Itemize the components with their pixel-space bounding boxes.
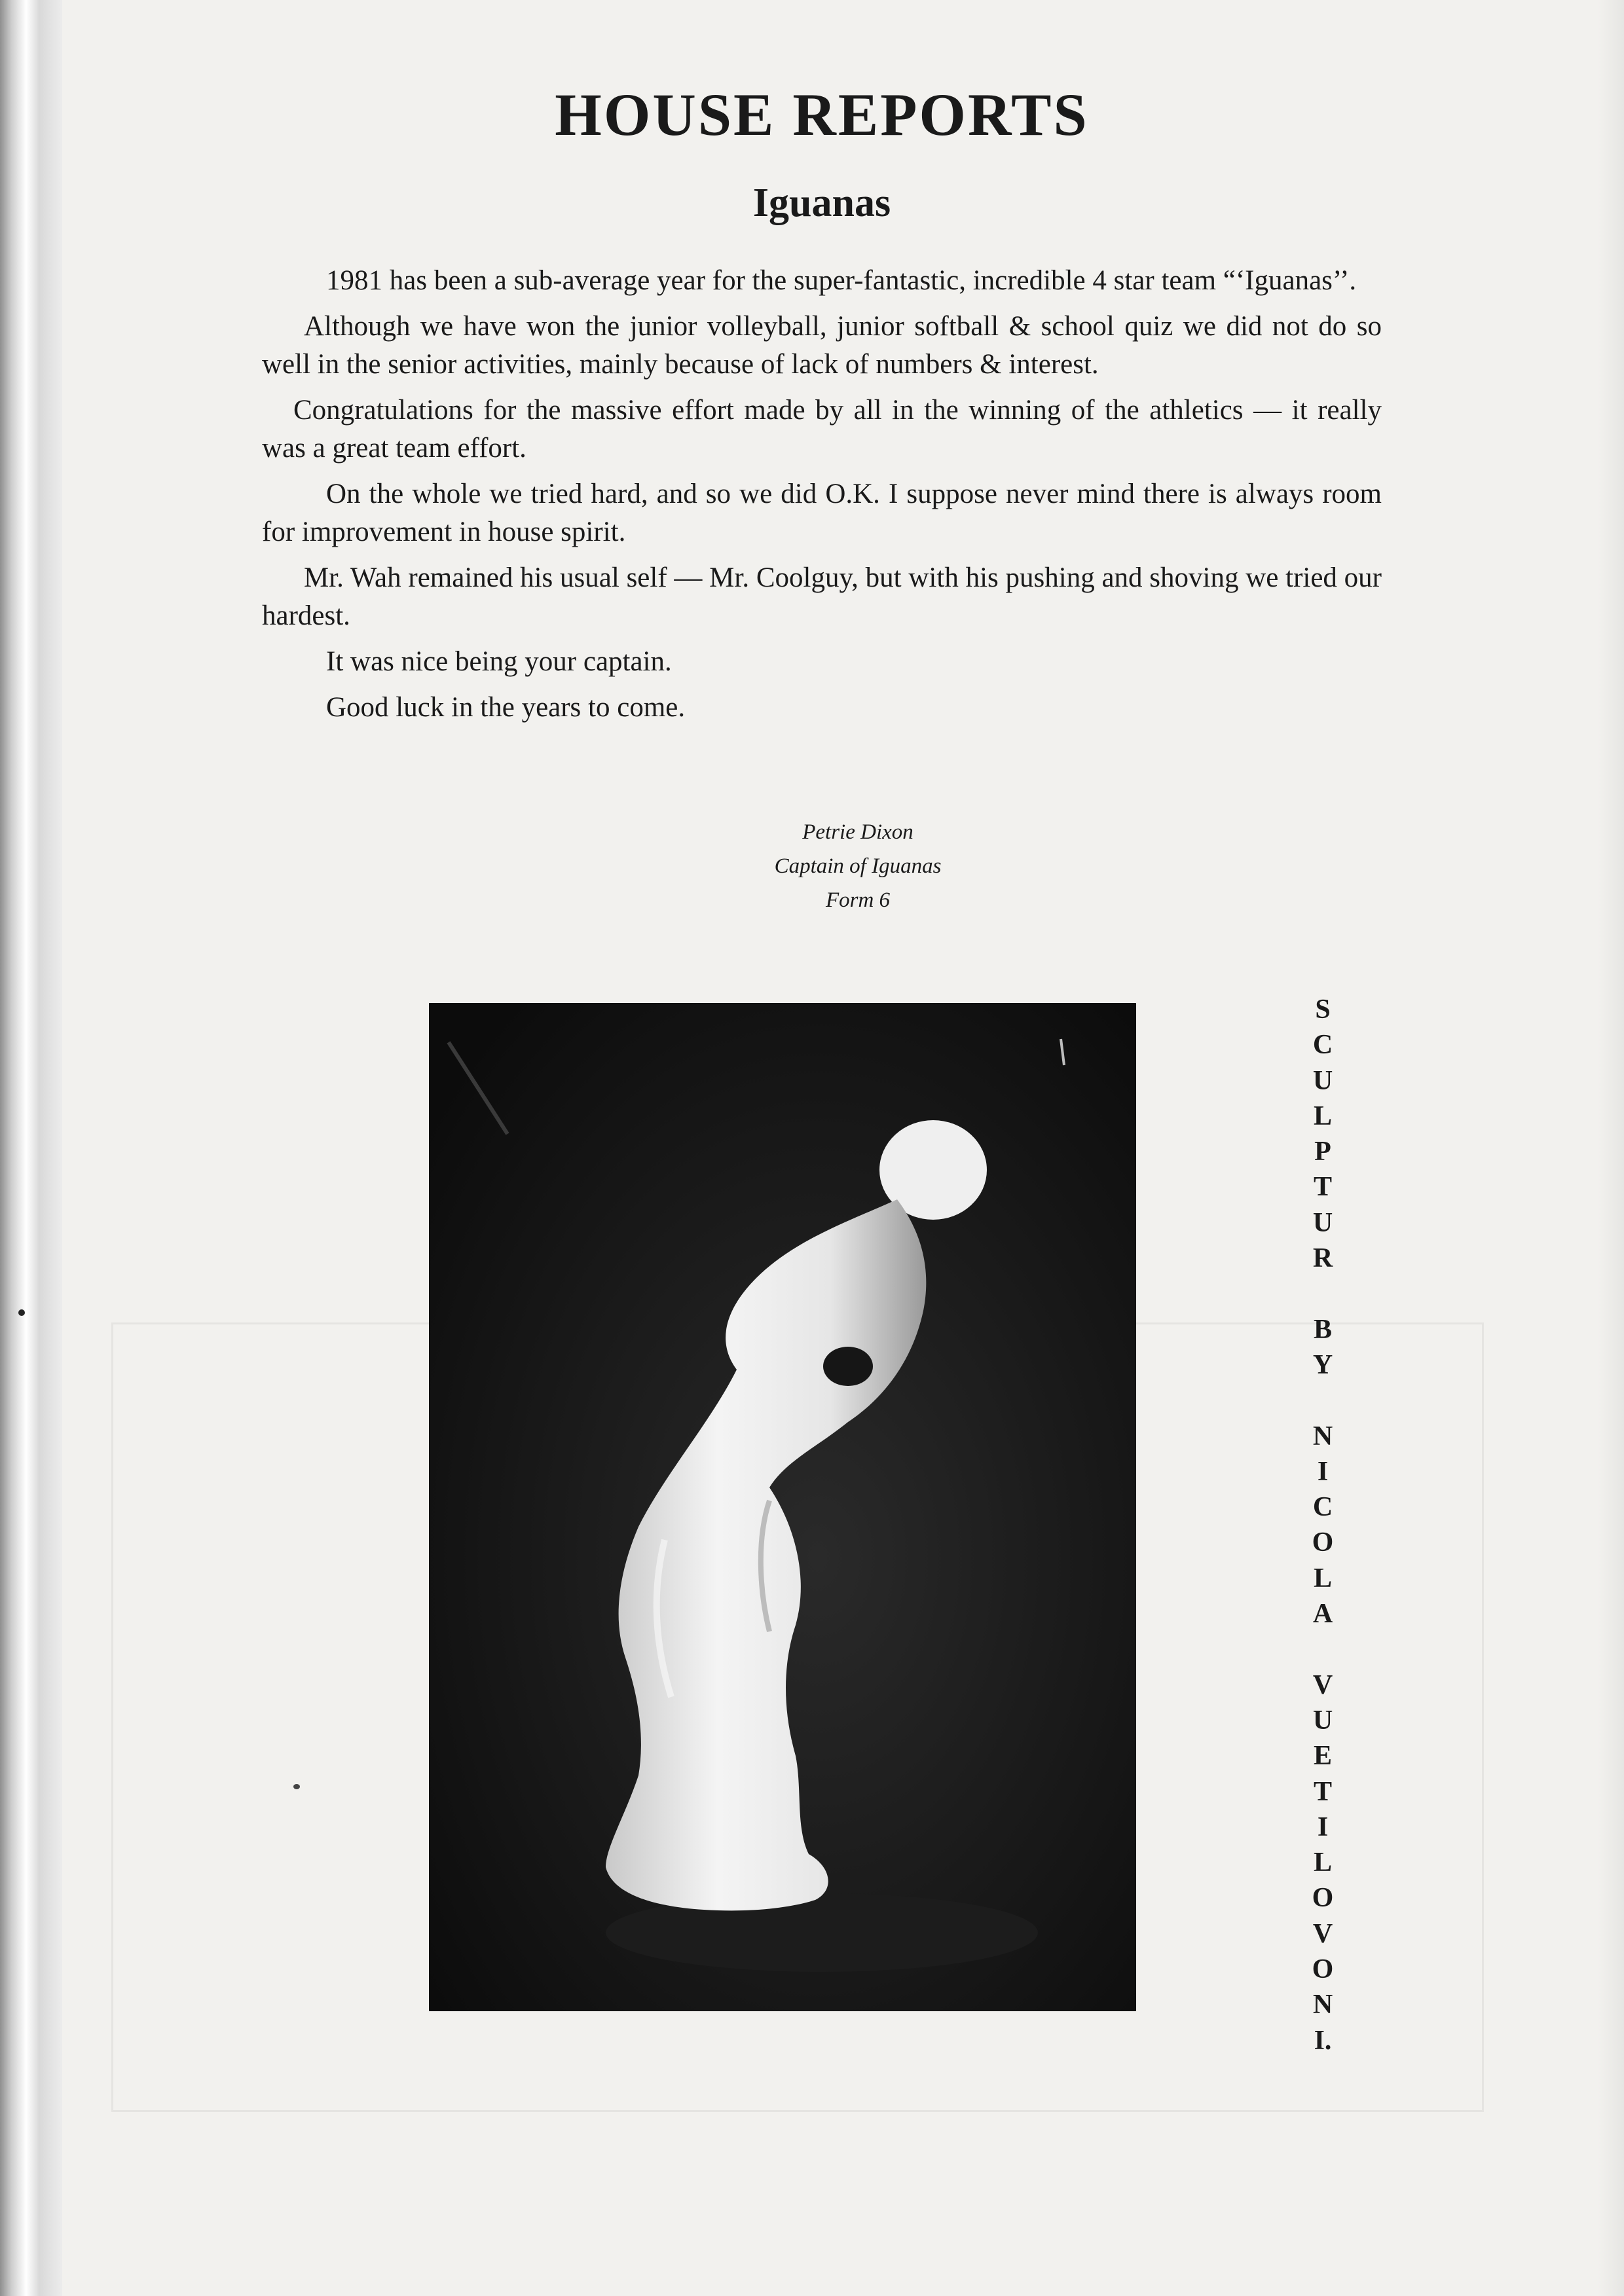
- signature-block: [694, 815, 1022, 917]
- caption-letter: V: [1312, 1918, 1333, 1949]
- caption-gap: [1300, 1631, 1346, 1667]
- caption-gap: [1300, 1276, 1346, 1311]
- report-paragraph: Good luck in the years to come.: [326, 692, 686, 723]
- caption-letter: A: [1312, 1599, 1333, 1630]
- report-paragraph: 1981 has been a sub-average year for the super-fantastic, incredible 4 star team “‘Iguanas’’.: [326, 265, 1357, 296]
- report-body: [262, 262, 1382, 735]
- report-paragraph: Congratulations for the massive effort made by all in the winning of the athletics — it really was a great team effort.: [262, 395, 1382, 464]
- caption-letter: L: [1313, 1563, 1332, 1594]
- sculpture-hollow: [823, 1347, 873, 1386]
- page-title: HOUSE REPORTS: [555, 81, 1089, 148]
- caption-letter: L: [1313, 1848, 1332, 1878]
- sculpture-image: [429, 1003, 1136, 2011]
- vertical-photo-caption: [1300, 992, 1346, 2058]
- report-paragraph: Although we have won the junior volleyball, junior softball & school quiz we did not do so well in the senior activities, mainly because of lack of numbers & interest.: [262, 311, 1382, 380]
- signature-form: Form 6: [825, 888, 891, 912]
- book-spine-shadow: [0, 0, 62, 2296]
- caption-letter: U: [1312, 1705, 1333, 1736]
- signature-name: Petrie Dixon: [802, 820, 913, 844]
- caption-letter: E: [1313, 1741, 1332, 1772]
- caption-letter: I: [1317, 1456, 1329, 1487]
- report-paragraph: It was nice being your captain.: [326, 646, 672, 677]
- page-edge: [1598, 0, 1624, 2296]
- caption-letter: Y: [1312, 1349, 1333, 1380]
- caption-letter: N: [1312, 1421, 1333, 1451]
- caption-letter: U: [1312, 1207, 1333, 1238]
- house-name-heading: Iguanas: [752, 181, 891, 225]
- caption-letter: N: [1312, 1990, 1333, 2020]
- sculpture-photo: [429, 1003, 1136, 2011]
- signature-role: Captain of Iguanas: [774, 854, 942, 878]
- caption-letter: C: [1312, 1030, 1333, 1061]
- caption-letter: O: [1312, 1883, 1334, 1914]
- report-paragraph: On the whole we tried hard, and so we did O.K. I suppose never mind there is always room for improvement in house spirit.: [262, 479, 1382, 547]
- caption-letter: S: [1315, 994, 1331, 1025]
- caption-letter: U: [1312, 1065, 1333, 1096]
- caption-letter: R: [1312, 1243, 1333, 1274]
- report-paragraph: Mr. Wah remained his usual self — Mr. Coolguy, but with his pushing and shoving we tried our hardest.: [262, 562, 1382, 631]
- print-speck: [18, 1309, 25, 1316]
- caption-letter: T: [1313, 1172, 1332, 1203]
- caption-letter: V: [1312, 1669, 1333, 1700]
- caption-letter: B: [1313, 1314, 1332, 1345]
- caption-gap: [1300, 1383, 1346, 1418]
- caption-letter: I: [1317, 1812, 1329, 1842]
- caption-letter: T: [1313, 1776, 1332, 1807]
- caption-letter: C: [1312, 1492, 1333, 1523]
- caption-letter: I.: [1314, 2025, 1332, 2056]
- caption-letter: L: [1313, 1101, 1332, 1131]
- caption-letter: P: [1314, 1137, 1331, 1167]
- caption-letter: O: [1312, 1954, 1334, 1985]
- caption-letter: O: [1312, 1527, 1334, 1558]
